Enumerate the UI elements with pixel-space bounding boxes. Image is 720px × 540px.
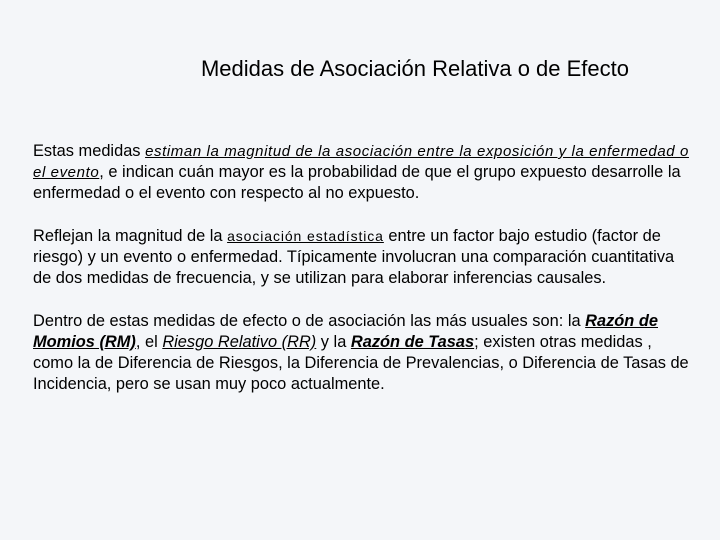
slide-title: Medidas de Asociación Relativa o de Efecto bbox=[200, 56, 630, 81]
p1-lead: Estas medidas bbox=[33, 142, 146, 160]
p3-lead: Dentro de estas medidas de efecto o de asociación las más usuales son: la bbox=[33, 312, 586, 330]
slide-body bbox=[33, 141, 693, 417]
term-razon-de-tasas: Razón de Tasas bbox=[350, 333, 475, 351]
p3-sep1: , el bbox=[135, 333, 163, 351]
term-razon-de-momios: Razón de Momios (RM) bbox=[33, 312, 658, 351]
term-riesgo-relativo: Riesgo Relativo (RR) bbox=[162, 333, 317, 351]
p3-rest: ; existen otras medidas , como la de Diferencia de Riesgos, la Diferencia de Prevalencias, o Diferencia de Tasas de Incidencia, pero se usan muy poco actualmente. bbox=[33, 333, 689, 393]
p1-rest: , e indican cuán mayor es la probabilidad de que el grupo expuesto desarrolle la enfermedad o el evento con respecto al no expuesto. bbox=[33, 163, 681, 202]
p1-highlight: estiman la magnitud de la asociación entre la exposición y la enfermedad o el evento bbox=[33, 143, 689, 181]
paragraph-1 bbox=[33, 141, 693, 204]
paragraph-3 bbox=[33, 311, 693, 395]
paragraph-2 bbox=[33, 226, 693, 289]
p2-lead: Reflejan la magnitud de la bbox=[33, 227, 228, 245]
p2-highlight: asociación estadística bbox=[227, 228, 384, 244]
p3-sep2: y la bbox=[316, 333, 351, 351]
p2-rest: entre un factor bajo estudio (factor de riesgo) y un evento o enfermedad. Típicamente involucran una comparación cuantitativa de dos medidas de frecuencia, y se utilizan para elaborar inferencias causales. bbox=[33, 227, 675, 287]
